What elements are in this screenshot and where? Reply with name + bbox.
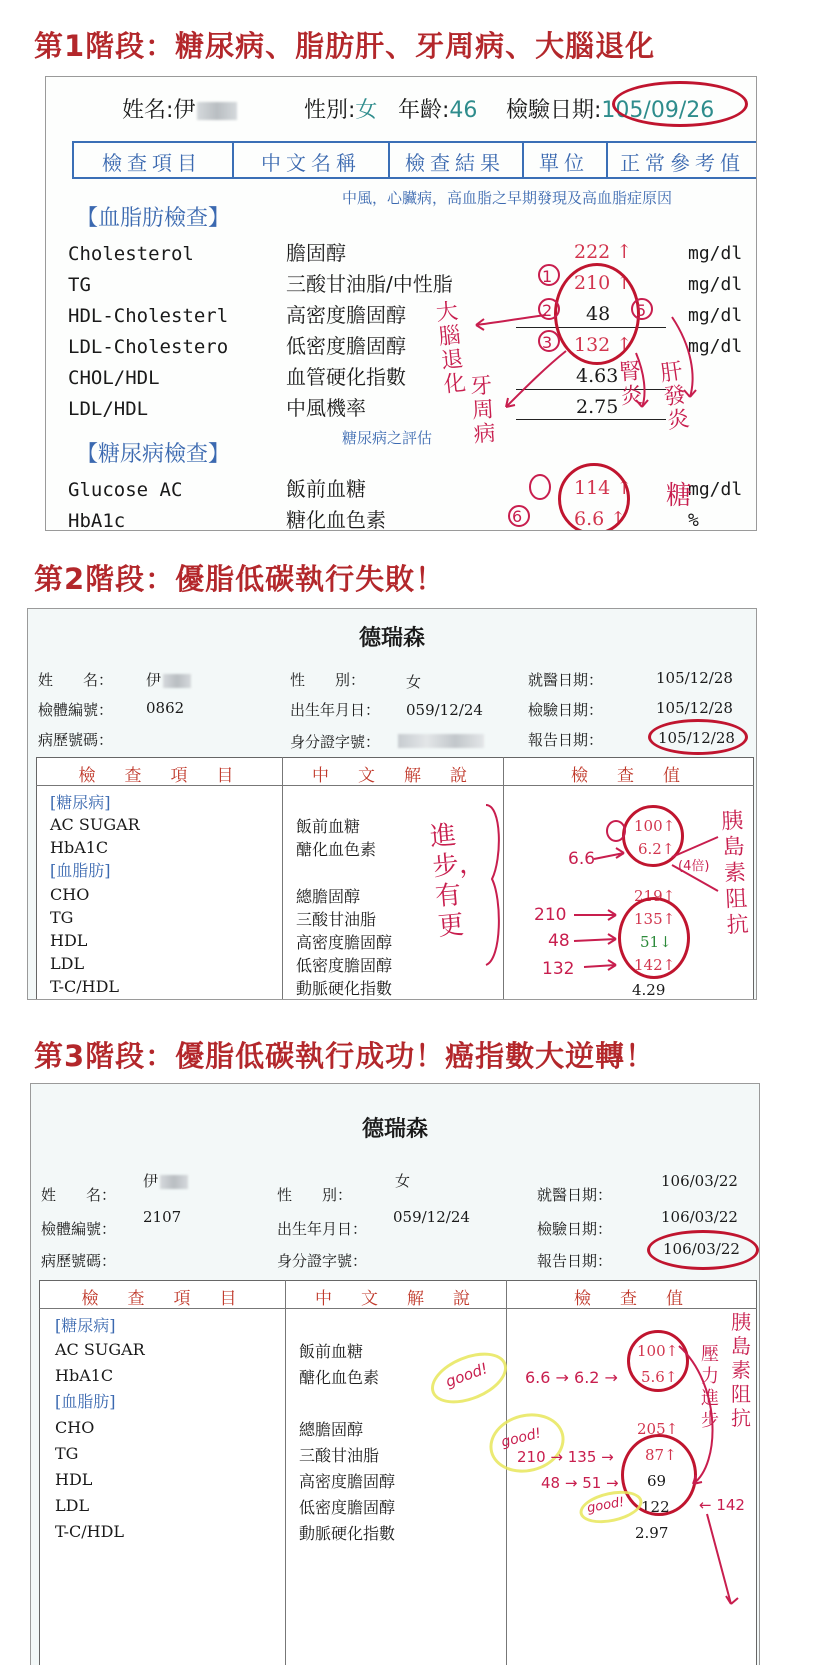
test-date: 105/12/28 <box>656 699 733 717</box>
row-value: 51↓ <box>640 933 672 951</box>
row-zh: 高密度膽固醇 <box>296 933 393 952</box>
stage3-title: 第3階段：優脂低碳執行成功！癌指數大逆轉！ <box>34 1039 656 1073</box>
lipid-en: LDL-Cholestero <box>68 336 229 358</box>
handwriting-side: 胰島素阻抗 <box>720 808 750 939</box>
date-circle <box>612 81 748 127</box>
sugar-unit: mg/dl <box>688 479 743 500</box>
lipid-zh: 膽固醇 <box>286 241 346 265</box>
name-label: 姓 名： <box>38 671 114 689</box>
row-en: LDL <box>55 1496 90 1515</box>
sugar-circle <box>627 1330 689 1392</box>
clinic-name: 德瑞森 <box>361 1117 428 1142</box>
row-en: LDL <box>50 954 85 973</box>
birth-label: 出生年月日： <box>277 1220 368 1238</box>
row-value: 4.29 <box>632 981 666 999</box>
lipid-en: CHOL/HDL <box>68 367 160 389</box>
report-date-circle <box>648 719 748 755</box>
birth-date: 059/12/24 <box>393 1208 470 1226</box>
specimen-label: 檢體編號： <box>41 1220 117 1238</box>
lipid-en: HDL-Cholesterl <box>68 305 229 327</box>
test-date: 檢驗日期:105/09/26 <box>506 98 715 123</box>
lipid-value: 222 ↑ <box>574 241 633 263</box>
test-date-label: 檢驗日期： <box>537 1220 613 1238</box>
row-zh: 三酸甘油脂 <box>296 910 377 929</box>
col-item: 檢 查 項 目 <box>81 1289 243 1309</box>
sugar-en: HbA1c <box>68 510 126 531</box>
lipid-unit: mg/dl <box>688 336 743 357</box>
stage1-title: 第1階段：糖尿病、脂肪肝、牙周病、大腦退化 <box>34 29 656 63</box>
row-zh: 三酸甘油脂 <box>299 1446 380 1465</box>
handwriting-6: 6 <box>512 507 523 526</box>
sugar-circle <box>558 463 633 531</box>
handwriting-sugar: 糖 <box>666 481 693 511</box>
row-value: 122 <box>641 1498 670 1516</box>
row-en: T-C/HDL <box>50 977 120 996</box>
sex-value: 女 <box>395 1172 411 1190</box>
stage2-lab-report <box>27 608 757 1000</box>
handwriting-ldl-prev: ← 142 <box>699 1496 745 1514</box>
sugar-unit: % <box>688 510 699 531</box>
lipid-zh: 高密度膽固醇 <box>286 303 406 327</box>
visit-date-label: 就醫日期： <box>537 1186 613 1204</box>
row-value: 2.97 <box>635 1524 669 1542</box>
lipid-zh: 三酸甘油脂/中性脂 <box>286 272 453 296</box>
id-value <box>398 731 484 749</box>
col-zh-name: 中文名稱 <box>261 151 361 175</box>
sugar-circle <box>622 805 684 867</box>
handwriting-prev-tg: 210 <box>534 905 567 925</box>
lipid-zh: 中風機率 <box>286 396 366 420</box>
row-zh: 低密度膽固醇 <box>296 956 393 975</box>
row-en: CHO <box>55 1418 95 1437</box>
row-en: HDL <box>55 1470 93 1489</box>
col-desc: 中 文 解 說 <box>312 766 473 786</box>
row-value: 142↑ <box>634 956 676 974</box>
handwriting-prev-hdl: 48 <box>548 931 570 951</box>
sex-label: 性 別： <box>277 1186 353 1204</box>
handwriting-brain: 大腦退化 <box>434 299 467 398</box>
lipid-circle <box>618 897 690 979</box>
sugar-zh: 糖化血色素 <box>286 508 386 531</box>
row-zh: 動脈硬化指數 <box>299 1524 396 1543</box>
specimen-no: 0862 <box>146 699 185 717</box>
row-zh: 醣化血色素 <box>296 840 377 859</box>
lipid-section-heading: 【血脂肪檢查】 <box>76 206 231 231</box>
col-desc: 中 文 解 說 <box>315 1289 476 1309</box>
specimen-label: 檢體編號： <box>38 701 114 719</box>
lipid-value: 48 <box>586 303 611 325</box>
sugar-value: 6.6 ↑ <box>574 508 627 530</box>
row-en: CHO <box>50 885 90 904</box>
handwriting-note: (4倍) <box>678 859 710 874</box>
lipid-value: 4.63 <box>576 365 619 387</box>
birth-date: 059/12/24 <box>406 701 483 719</box>
stage1-lab-report <box>45 76 757 531</box>
test-date: 106/03/22 <box>661 1208 738 1226</box>
row-zh: 飯前血糖 <box>299 1342 364 1361</box>
chart-no-label: 病歷號碼： <box>38 731 114 749</box>
stage3-lab-report <box>30 1083 760 1665</box>
lipid-unit: mg/dl <box>688 243 743 264</box>
name-label: 姓 名： <box>41 1186 117 1204</box>
handwriting-5: 5 <box>636 301 647 320</box>
lipid-note: 中風，心臟病，高血脂之早期發現及高血脂症原因 <box>342 189 673 207</box>
lipid-en: Cholesterol <box>68 243 194 265</box>
report-date: 105/12/28 <box>658 729 735 747</box>
lipid-zh: 低密度膽固醇 <box>286 334 406 358</box>
handwriting-prev-ldl: 132 <box>542 959 575 979</box>
col-value: 檢 查 值 <box>574 1289 689 1309</box>
chart-no-label: 病歷號碼： <box>41 1252 117 1270</box>
handwriting-good: good! <box>499 1425 543 1451</box>
handwriting-a1c-trend: 6.6 → 6.2 → <box>525 1368 618 1387</box>
sugar-section-heading: 【糖尿病檢查】 <box>76 442 231 467</box>
handwriting-side2: 壓力進步 <box>701 1344 719 1431</box>
handwriting-side1: 胰島素阻抗 <box>731 1310 751 1430</box>
lipid-en: TG <box>68 274 91 296</box>
row-value: 205↑ <box>637 1420 679 1438</box>
test-date-label: 檢驗日期： <box>528 701 604 719</box>
visit-date: 106/03/22 <box>661 1172 738 1190</box>
handwriting-2: 2 <box>542 301 553 320</box>
row-en: HDL <box>50 931 88 950</box>
handwriting-good: good! <box>585 1494 626 1517</box>
handwriting-liver: 肝發炎 <box>658 358 691 435</box>
name-value: 伊 <box>143 1170 188 1191</box>
id-label: 身分證字號： <box>290 733 381 751</box>
category-lipid: [血脂肪] <box>50 861 111 880</box>
col-value: 檢 查 值 <box>571 766 686 786</box>
row-en: TG <box>55 1444 79 1463</box>
row-zh: 動脈硬化指數 <box>296 979 393 998</box>
sugar-en: Glucose AC <box>68 479 183 501</box>
col-unit: 單位 <box>539 151 589 175</box>
lipid-value: 2.75 <box>576 396 619 418</box>
row-value: 6.2↑ <box>638 840 675 858</box>
lipid-en: LDL/HDL <box>68 398 149 420</box>
row-en: HbA1C <box>55 1366 114 1385</box>
patient-sex: 性別:女 <box>304 98 378 123</box>
handwriting-tg-trend: 210 → 135 → <box>517 1448 614 1466</box>
row-value: 69 <box>647 1472 667 1490</box>
category-sugar: [糖尿病] <box>50 793 111 812</box>
sugar-note: 糖尿病之評估 <box>342 429 433 447</box>
lipid-value: 210 ↑ <box>574 272 633 294</box>
lipid-unit: mg/dl <box>688 274 743 295</box>
patient-name: 姓名:伊 <box>122 93 237 124</box>
sex-label: 性 別： <box>290 671 366 689</box>
row-en: AC SUGAR <box>50 815 140 834</box>
col-item: 檢查項目 <box>102 151 202 175</box>
handwriting-1: 1 <box>542 267 553 286</box>
category-lipid: [血脂肪] <box>55 1392 116 1411</box>
handwriting-3: 3 <box>542 333 553 352</box>
row-value: 100↑ <box>637 1342 679 1360</box>
stage2-title: 第2階段：優脂低碳執行失敗！ <box>34 562 446 596</box>
row-en: T-C/HDL <box>55 1522 125 1541</box>
specimen-no: 2107 <box>143 1208 182 1226</box>
handwriting-prev-a1c: 6.6 <box>568 849 596 869</box>
col-result: 檢查結果 <box>405 151 505 175</box>
handwriting-good: good! <box>443 1359 491 1391</box>
name-value: 伊 <box>146 669 191 690</box>
row-zh: 醣化血色素 <box>299 1368 380 1387</box>
birth-label: 出生年月日： <box>290 701 381 719</box>
lipid-unit: mg/dl <box>688 305 743 326</box>
visit-date-label: 就醫日期： <box>528 671 604 689</box>
row-value: 219↑ <box>634 887 676 905</box>
patient-age: 年齡:46 <box>398 98 478 123</box>
row-en: AC SUGAR <box>55 1340 145 1359</box>
row-value: 5.6↑ <box>641 1368 678 1386</box>
sex-value: 女 <box>406 673 422 691</box>
report-date: 106/03/22 <box>663 1240 740 1258</box>
handwriting-kidney: 腎炎 <box>618 359 644 410</box>
row-value: 87↑ <box>645 1446 677 1464</box>
sugar-zh: 飯前血糖 <box>286 477 366 501</box>
id-label: 身分證字號： <box>277 1252 368 1270</box>
report-date-circle <box>647 1230 759 1270</box>
row-zh: 總膽固醇 <box>296 887 361 906</box>
row-en: HbA1C <box>50 838 109 857</box>
category-sugar: [糖尿病] <box>55 1316 116 1335</box>
col-item: 檢 查 項 目 <box>78 766 240 786</box>
handwriting-progress: 進步，有更 <box>428 820 486 943</box>
handwriting-gum: 牙周病 <box>469 373 497 448</box>
row-zh: 飯前血糖 <box>296 817 361 836</box>
row-zh: 總膽固醇 <box>299 1420 364 1439</box>
row-en: TG <box>50 908 74 927</box>
lipid-circle <box>554 263 640 365</box>
visit-date: 105/12/28 <box>656 669 733 687</box>
row-value: 100↑ <box>634 817 676 835</box>
report-date-label: 報告日期： <box>528 731 604 749</box>
row-zh: 低密度膽固醇 <box>299 1498 396 1517</box>
sugar-value: 114 ↑ <box>574 477 633 499</box>
report-date-label: 報告日期： <box>537 1252 613 1270</box>
col-reference: 正常參考值 <box>620 151 745 175</box>
clinic-name: 德瑞森 <box>358 626 425 651</box>
lipid-value: 132 ↑ <box>574 334 633 356</box>
row-zh: 高密度膽固醇 <box>299 1472 396 1491</box>
handwriting-hdl-trend: 48 → 51 → <box>541 1474 619 1492</box>
lipid-zh: 血管硬化指數 <box>286 365 406 389</box>
row-value: 135↑ <box>634 910 676 928</box>
